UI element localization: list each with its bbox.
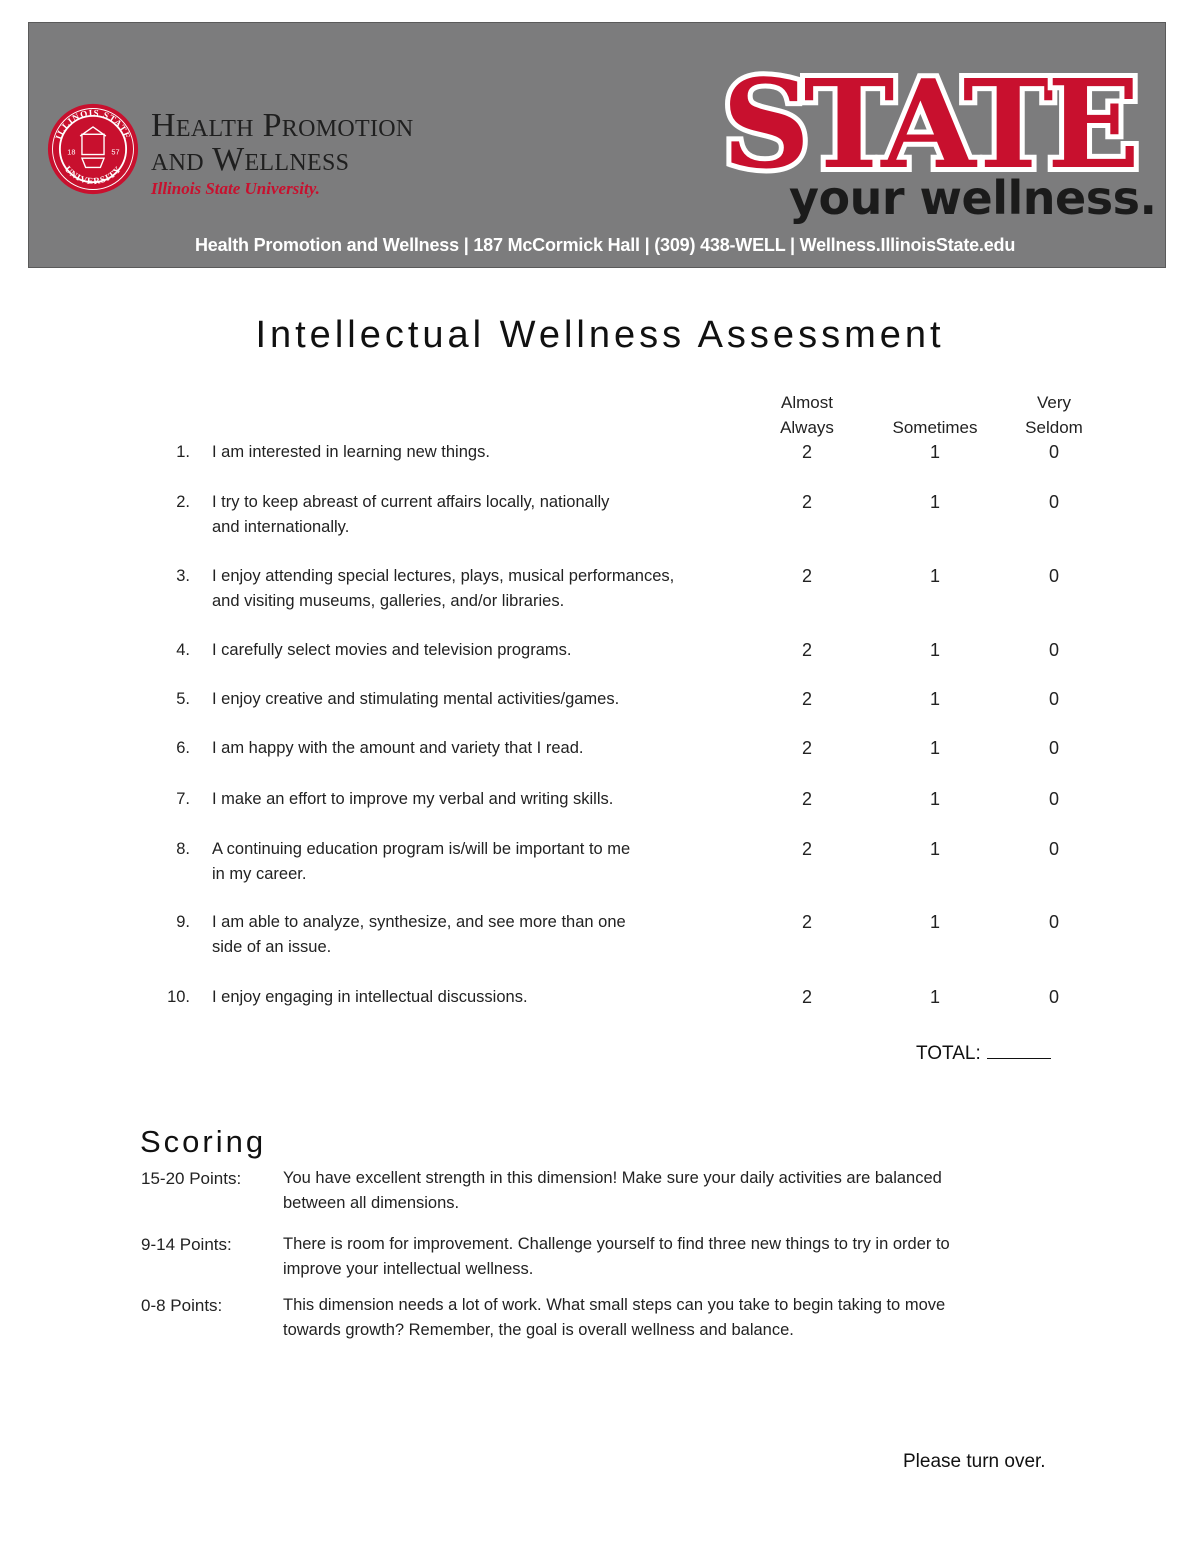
question-number: 1. xyxy=(176,443,190,461)
score-very-seldom[interactable]: 0 xyxy=(1048,912,1059,932)
question-number: 4. xyxy=(176,641,190,659)
state-wordmark xyxy=(717,63,1147,181)
state-word: STATE xyxy=(722,63,1142,181)
score-very-seldom[interactable]: 0 xyxy=(1048,789,1059,809)
score-almost-always[interactable]: 2 xyxy=(801,839,812,859)
seal-year-right: 57 xyxy=(111,147,120,157)
turn-over-note: Please turn over. xyxy=(903,1451,1046,1472)
score-sometimes[interactable]: 1 xyxy=(929,987,940,1007)
org-university: Illinois State University. xyxy=(151,179,320,198)
question-number: 6. xyxy=(176,739,190,757)
scoring-description: This dimension needs a lot of work. What small steps can you take to begin taking to move towards growth? Remember, the goal is overall wellness and balance. xyxy=(283,1296,946,1339)
score-almost-always[interactable]: 2 xyxy=(801,492,812,512)
question-number: 2. xyxy=(176,493,190,511)
score-very-seldom[interactable]: 0 xyxy=(1048,640,1059,660)
column-header-very-seldom: Very Seldom xyxy=(1025,393,1083,437)
svg-text:ILLINOIS STATE: ILLINOIS STATE xyxy=(53,107,133,141)
question-text: I enjoy creative and stimulating mental activities/games. xyxy=(212,690,620,708)
score-very-seldom[interactable]: 0 xyxy=(1048,492,1059,512)
question-number: 8. xyxy=(176,840,190,858)
score-almost-always[interactable]: 2 xyxy=(801,738,812,758)
scoring-range: 0-8 Points: xyxy=(141,1296,223,1315)
question-number: 7. xyxy=(176,790,190,808)
total-blank[interactable] xyxy=(987,1040,1051,1059)
score-very-seldom[interactable]: 0 xyxy=(1048,738,1059,758)
score-very-seldom[interactable]: 0 xyxy=(1048,689,1059,709)
org-name xyxy=(151,109,414,199)
question-text: I try to keep abreast of current affairs locally, nationally and internationally. xyxy=(212,493,610,536)
question-number: 10. xyxy=(167,988,190,1006)
university-seal-icon xyxy=(47,103,139,195)
question-text: I make an effort to improve my verbal and writing skills. xyxy=(212,790,614,808)
question-text: I am happy with the amount and variety that I read. xyxy=(212,739,584,757)
org-name-line2: and Wellness xyxy=(151,141,350,178)
score-very-seldom[interactable]: 0 xyxy=(1048,566,1059,586)
score-sometimes[interactable]: 1 xyxy=(929,566,940,586)
score-sometimes[interactable]: 1 xyxy=(929,912,940,932)
scoring-description: You have excellent strength in this dimension! Make sure your daily activities are balanced between all dimensions. xyxy=(283,1169,942,1212)
total-label: TOTAL: xyxy=(916,1043,981,1064)
score-almost-always[interactable]: 2 xyxy=(801,789,812,809)
question-number: 5. xyxy=(176,690,190,708)
tagline: your wellness. xyxy=(789,171,1157,225)
question-text: A continuing education program is/will be important to me in my career. xyxy=(212,840,631,883)
question-text: I am able to analyze, synthesize, and see more than one side of an issue. xyxy=(212,913,626,956)
score-sometimes[interactable]: 1 xyxy=(929,839,940,859)
score-very-seldom[interactable]: 0 xyxy=(1048,987,1059,1007)
question-number: 3. xyxy=(176,567,190,585)
score-almost-always[interactable]: 2 xyxy=(801,912,812,932)
score-very-seldom[interactable]: 0 xyxy=(1048,442,1059,462)
score-very-seldom[interactable]: 0 xyxy=(1048,839,1059,859)
scoring-description: There is room for improvement. Challenge yourself to find three new things to try in order to improve your intellectual wellness. xyxy=(283,1235,950,1278)
score-sometimes[interactable]: 1 xyxy=(929,689,940,709)
scoring-range: 9-14 Points: xyxy=(141,1235,232,1254)
question-text: I am interested in learning new things. xyxy=(212,443,490,461)
scoring-heading: Scoring xyxy=(140,1124,267,1159)
scoring-range: 15-20 Points: xyxy=(141,1169,242,1188)
page-title: Intellectual Wellness Assessment xyxy=(255,314,945,356)
question-text: I enjoy engaging in intellectual discussions. xyxy=(212,988,528,1006)
header-banner xyxy=(28,22,1166,268)
score-sometimes[interactable]: 1 xyxy=(929,738,940,758)
score-sometimes[interactable]: 1 xyxy=(929,789,940,809)
score-almost-always[interactable]: 2 xyxy=(801,640,812,660)
score-sometimes[interactable]: 1 xyxy=(929,442,940,462)
column-header-sometimes: Sometimes xyxy=(892,418,978,437)
contact-line: Health Promotion and Wellness | 187 McCormick Hall | (309) 438-WELL | Wellness.IllinoisState.edu xyxy=(195,235,1016,255)
question-number: 9. xyxy=(176,913,190,931)
column-header-almost-always: Almost Always xyxy=(780,393,834,437)
score-almost-always[interactable]: 2 xyxy=(801,689,812,709)
score-sometimes[interactable]: 1 xyxy=(929,492,940,512)
score-almost-always[interactable]: 2 xyxy=(801,566,812,586)
question-text: I carefully select movies and television programs. xyxy=(212,641,572,659)
score-almost-always[interactable]: 2 xyxy=(801,987,812,1007)
score-almost-always[interactable]: 2 xyxy=(801,442,812,462)
org-name-line1: Health Promotion xyxy=(151,107,414,144)
question-text: I enjoy attending special lectures, plays, musical performances, and visiting museums, galleries, and/or libraries. xyxy=(212,567,675,610)
seal-year-left: 18 xyxy=(67,147,76,157)
score-sometimes[interactable]: 1 xyxy=(929,640,940,660)
total-field xyxy=(916,1040,1051,1065)
svg-text:UNIVERSITY: UNIVERSITY xyxy=(62,163,124,187)
